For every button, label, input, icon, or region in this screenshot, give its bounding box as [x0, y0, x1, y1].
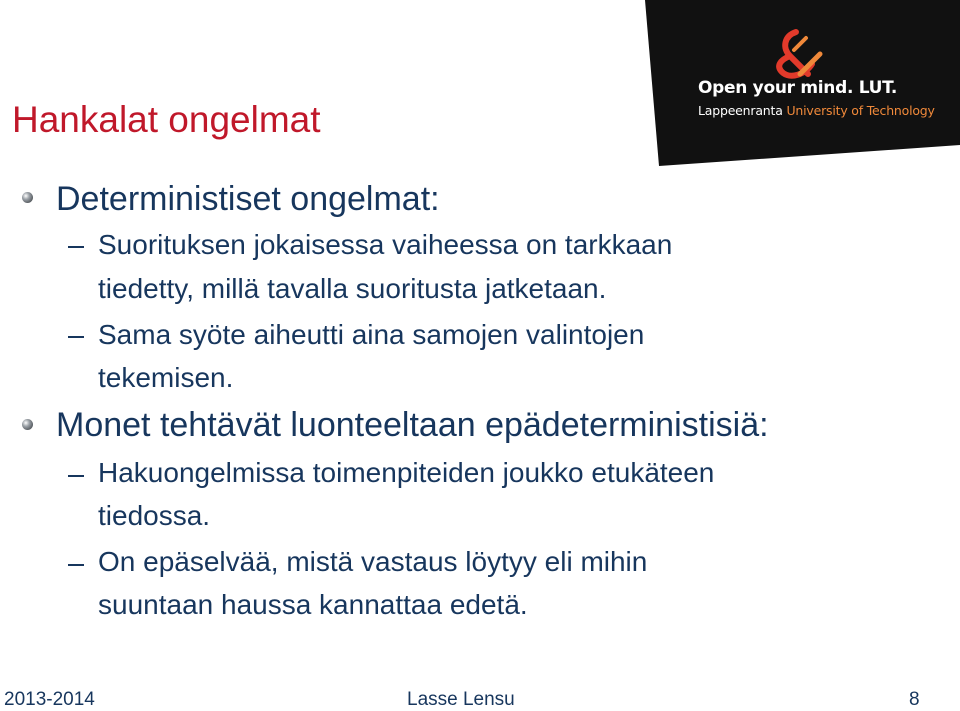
bullet-icon [22, 419, 33, 430]
subitem-line: tekemisen. [98, 362, 234, 393]
bullet-icon [22, 192, 33, 203]
subitem-line: Hakuongelmissa toimenpiteiden joukko etukäteen [98, 457, 715, 488]
dash-icon [68, 564, 84, 566]
dash-icon [68, 475, 84, 477]
footer-author: Lasse Lensu [407, 689, 515, 710]
bullet-deterministic: Deterministiset ongelmat: [56, 180, 440, 218]
slide-title: Hankalat ongelmat [12, 99, 321, 140]
dash-icon [68, 246, 84, 248]
subitem-line: Sama syöte aiheutti aina samojen valintojen [98, 319, 645, 350]
subitem-line: suuntaan haussa kannattaa edetä. [98, 589, 528, 620]
logo-org-prefix: Lappeenranta [698, 103, 783, 118]
logo-org-name [698, 103, 935, 118]
logo-tagline: Open your mind. LUT. [698, 78, 898, 98]
subitem-line: tiedetty, millä tavalla suoritusta jatketaan. [98, 273, 607, 304]
subitem-line: tiedossa. [98, 500, 211, 531]
dash-icon [68, 336, 84, 338]
bullet-nondeterministic: Monet tehtävät luonteeltaan epädeterministisiä: [56, 406, 769, 444]
footer-page-number: 8 [909, 689, 920, 710]
subitem-line: Suorituksen jokaisessa vaiheessa on tarkkaan [98, 229, 673, 260]
subitem-line: On epäselvää, mistä vastaus löytyy eli mihin [98, 546, 648, 577]
logo-org-suffix: University of Technology [786, 103, 935, 118]
footer-date: 2013-2014 [4, 689, 95, 710]
